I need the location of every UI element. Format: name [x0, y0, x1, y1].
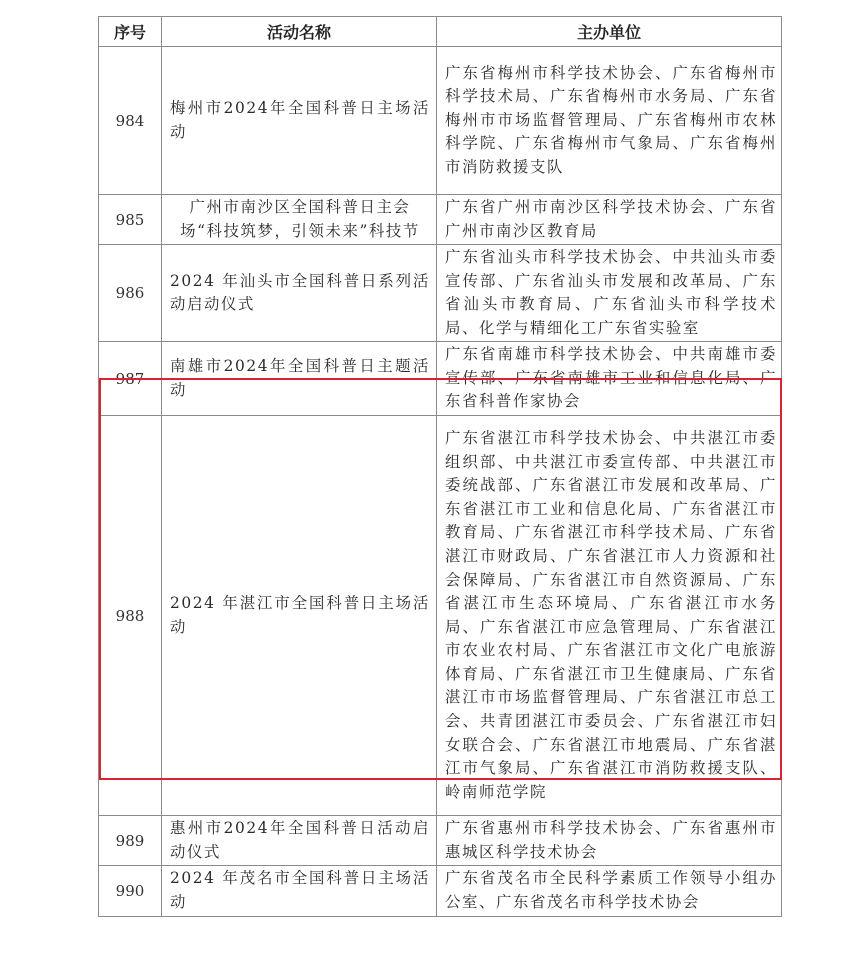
row-activity-name: 2024 年茂名市全国科普日主场活动 [162, 866, 437, 916]
row-serial-number: 984 [99, 47, 162, 195]
row-serial-number: 986 [99, 245, 162, 342]
row-activity-name: 2024 年湛江市全国科普日主场活动 [162, 416, 437, 816]
row-activity-name: 2024 年汕头市全国科普日系列活动启动仪式 [162, 245, 437, 342]
row-serial-number: 988 [99, 416, 162, 816]
row-organizer: 广东省湛江市科学技术协会、中共湛江市委组织部、中共湛江市委宣传部、中共湛江市委统战部、广东省湛江市发展和改革局、广东省湛江市工业和信息化局、广东省湛江市教育局、广东省湛江市科学技术局、广东省湛江市财政局、广东省湛江市人力资源和社会保障局、广东省湛江市自然资源局、广东省湛江市生态环境局、广东省湛江市水务局、广东省湛江市应急管理局、广东省湛江市农业农村局、广东省湛江市文化广电旅游体育局、广东省湛江市卫生健康局、广东省湛江市市场监督管理局、广东省湛江市总工会、共青团湛江市委员会、广东省湛江市妇女联合会、广东省湛江市地震局、广东省湛江市气象局、广东省湛江市消防救援支队、岭南师范学院 [437, 416, 782, 816]
table-row [99, 866, 782, 916]
row-activity-name: 惠州市2024年全国科普日活动启动仪式 [162, 816, 437, 866]
table-row [99, 342, 782, 416]
header-organizer: 主办单位 [437, 17, 782, 47]
row-activity-name: 南雄市2024年全国科普日主题活动 [162, 342, 437, 416]
header-activity-name: 活动名称 [162, 17, 437, 47]
row-organizer: 广东省广州市南沙区科学技术协会、广东省广州市南沙区教育局 [437, 195, 782, 245]
table-header-row [99, 17, 782, 47]
row-activity-name: 广州市南沙区全国科普日主会场“科技筑梦，引领未来”科技节 [162, 195, 437, 245]
table-row [99, 47, 782, 195]
activity-table [98, 16, 782, 917]
row-organizer: 广东省茂名市全民科学素质工作领导小组办公室、广东省茂名市科学技术协会 [437, 866, 782, 916]
row-serial-number: 987 [99, 342, 162, 416]
row-serial-number: 985 [99, 195, 162, 245]
row-activity-name: 梅州市2024年全国科普日主场活动 [162, 47, 437, 195]
header-serial-number: 序号 [99, 17, 162, 47]
row-organizer: 广东省南雄市科学技术协会、中共南雄市委宣传部、广东省南雄市工业和信息化局、广东省科普作家协会 [437, 342, 782, 416]
table-row [99, 195, 782, 245]
table-row [99, 245, 782, 342]
table-row [99, 816, 782, 866]
row-serial-number: 990 [99, 866, 162, 916]
row-organizer: 广东省汕头市科学技术协会、中共汕头市委宣传部、广东省汕头市发展和改革局、广东省汕头市教育局、广东省汕头市科学技术局、化学与精细化工广东省实验室 [437, 245, 782, 342]
row-organizer: 广东省梅州市科学技术协会、广东省梅州市科学技术局、广东省梅州市水务局、广东省梅州市市场监督管理局、广东省梅州市农林科学院、广东省梅州市气象局、广东省梅州市消防救援支队 [437, 47, 782, 195]
row-serial-number: 989 [99, 816, 162, 866]
table-row-highlighted [99, 416, 782, 816]
row-organizer: 广东省惠州市科学技术协会、广东省惠州市惠城区科学技术协会 [437, 816, 782, 866]
